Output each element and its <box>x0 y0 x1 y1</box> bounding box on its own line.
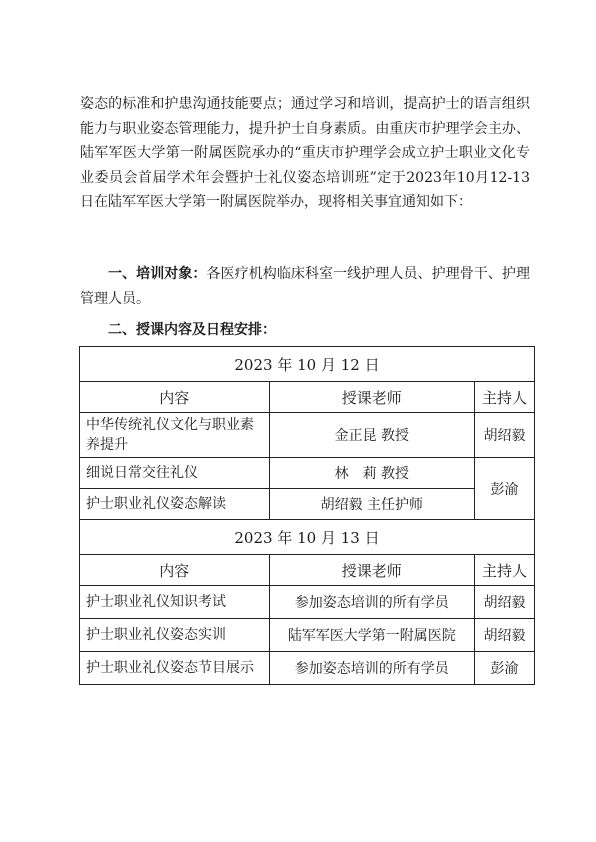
table-row <box>80 586 535 619</box>
day1-header-host: 主持人 <box>475 382 535 413</box>
row-host: 彭渝 <box>475 652 535 685</box>
day1-date-row <box>80 347 535 382</box>
row-content: 护士职业礼仪姿态节目展示 <box>80 652 270 685</box>
row-content: 中华传统礼仪文化与职业素养提升 <box>80 413 270 458</box>
row-teacher: 胡绍毅 主任护师 <box>269 489 475 520</box>
row-host: 彭渝 <box>475 458 535 520</box>
section-training-target-text: 各医疗机构临床科室一线护理人员、护理骨干、护理管理人员。 <box>80 266 531 307</box>
row-teacher: 林 莉 教授 <box>269 458 475 489</box>
day2-header-host: 主持人 <box>475 555 535 586</box>
row-host: 胡绍毅 <box>475 619 535 652</box>
row-teacher: 陆军军医大学第一附属医院 <box>269 619 475 652</box>
section-schedule-heading <box>80 318 530 343</box>
schedule-heading: 二、授课内容及日程安排： <box>108 322 276 338</box>
day1-header-content: 内容 <box>80 382 270 413</box>
day2-header-row <box>80 555 535 586</box>
table-row <box>80 489 535 520</box>
table-row <box>80 619 535 652</box>
day2-date-row <box>80 520 535 555</box>
row-content: 细说日常交往礼仪 <box>80 458 270 489</box>
row-host: 胡绍毅 <box>475 586 535 619</box>
day2-date: 2023 年 10 月 13 日 <box>80 520 535 555</box>
row-content: 护士职业礼仪姿态实训 <box>80 619 270 652</box>
day1-header-row <box>80 382 535 413</box>
row-teacher: 参加姿态培训的所有学员 <box>269 586 475 619</box>
day2-header-teacher: 授课老师 <box>269 555 475 586</box>
row-teacher: 参加姿态培训的所有学员 <box>269 652 475 685</box>
row-content: 护士职业礼仪知识考试 <box>80 586 270 619</box>
table-row <box>80 652 535 685</box>
day1-header-teacher: 授课老师 <box>269 382 475 413</box>
table-row <box>80 413 535 458</box>
row-host: 胡绍毅 <box>475 413 535 458</box>
schedule-table <box>79 346 535 685</box>
row-teacher: 金正昆 教授 <box>269 413 475 458</box>
table-row <box>80 458 535 489</box>
intro-paragraph: 姿态的标准和护患沟通技能要点；通过学习和培训，提高护士的语言组织能力与职业姿态管理能力，提升护士自身素质。由重庆市护理学会主办、陆军军医大学第一附属医院承办的“重庆市护理学会成立护士职业文化专业委员会首届学术年会暨护士礼仪姿态培训班”定于2023年10月12-13日在陆军军医大学第一附属医院举办，现将相关事宜通知如下： <box>80 96 530 210</box>
day2-header-content: 内容 <box>80 555 270 586</box>
day1-date: 2023 年 10 月 12 日 <box>80 347 535 382</box>
section-training-target <box>80 262 530 311</box>
section-training-target-heading: 一、培训对象： <box>108 266 207 282</box>
row-content: 护士职业礼仪姿态解读 <box>80 489 270 520</box>
